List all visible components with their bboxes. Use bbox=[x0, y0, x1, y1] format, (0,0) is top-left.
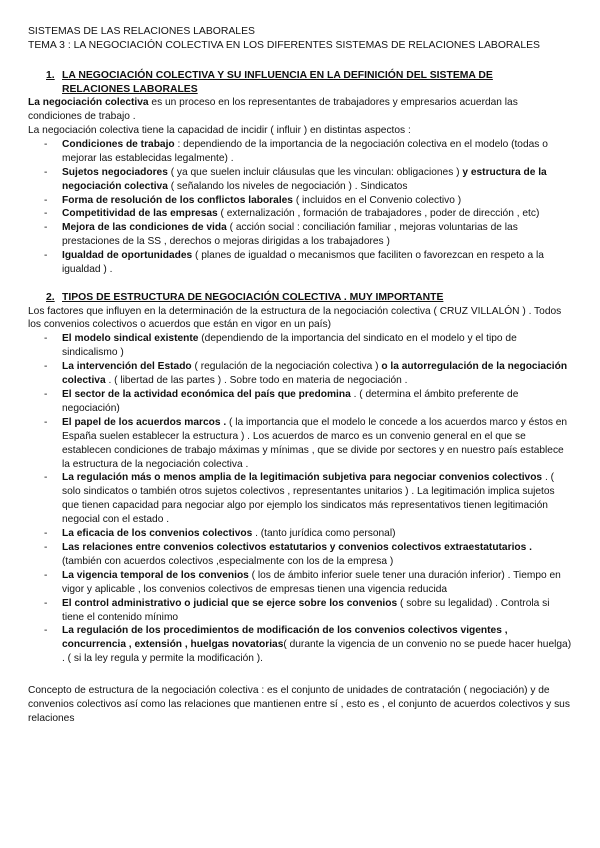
item-text: : dependiendo de la importancia de la negociación colectiva en el modelo (todas o mejorar las establecidas legalmente) . bbox=[62, 138, 548, 164]
section-2-list bbox=[28, 332, 572, 666]
item-text: ( durante la vigencia de un convenio no se puede hacer huelga) . ( si la ley regula y permite la modificación ). bbox=[62, 639, 572, 665]
item-term: Igualdad de oportunidades bbox=[62, 250, 193, 262]
section-2-heading bbox=[28, 291, 572, 305]
list-item bbox=[44, 360, 572, 388]
item-text-2: ( señalando los niveles de negociación ) . Sindicatos bbox=[167, 180, 408, 192]
item-text: ( ya que suelen incluir cláusulas que les vinculan: obligaciones ) bbox=[167, 166, 463, 178]
section-1-title: LA NEGOCIACIÓN COLECTIVA Y SU INFLUENCIA EN LA DEFINICIÓN DEL SISTEMA DE RELACIONES LABORALES bbox=[62, 70, 493, 95]
item-term: El modelo sindical existente bbox=[62, 333, 199, 345]
item-term: La regulación más o menos amplia de la legitimación subjetiva para negociar convenios colectivos bbox=[62, 472, 543, 484]
item-term-2: y estructura de la negociación colectiva bbox=[62, 166, 547, 192]
item-text: ( acción social : conciliación familiar , mejoras voluntarias de las prestaciones de la SS , derechos o mejoras dirigidas a los trabajadores ) bbox=[62, 222, 518, 248]
section-1-definition bbox=[28, 96, 572, 124]
item-text: ( planes de igualdad o mecanismos que faciliten o favorezcan en respeto a la igualdad ) . bbox=[62, 250, 544, 276]
closing-paragraph: Concepto de estructura de la negociación colectiva : es el conjunto de unidades de contratación ( negociación) y de convenios colectivos así como las relaciones que mantienen entre sí , esto es , el conjunto de acuerdos colectivos y sus relaciones bbox=[28, 685, 570, 724]
definition-text: es un proceso en los representantes de trabajadores y empresarios acuerdan las condiciones de trabajo . bbox=[28, 97, 518, 123]
item-term: Competitividad de las empresas bbox=[62, 208, 218, 220]
item-text: ( externalización , formación de trabajadores , poder de dirección , etc) bbox=[217, 208, 540, 220]
section-1-heading bbox=[28, 69, 572, 96]
item-text: . (tanto jurídica como personal) bbox=[252, 528, 396, 540]
section-2-number: 2. bbox=[46, 291, 55, 303]
item-text: ( incluidos en el Convenio colectivo ) bbox=[292, 194, 462, 206]
item-term: Las relaciones entre convenios colectivos estatutarios y convenios colectivos extraestatutarios . bbox=[62, 541, 532, 553]
list-item bbox=[44, 221, 572, 249]
list-item bbox=[44, 138, 572, 166]
list-item bbox=[44, 416, 572, 472]
item-text: (también con acuerdos colectivos ,especialmente con los de la empresa ) bbox=[62, 555, 394, 567]
topic-title: TEMA 3 : LA NEGOCIACIÓN COLECTIVA EN LOS DIFERENTES SISTEMAS DE RELACIONES LABORALES bbox=[28, 40, 540, 51]
section-2-intro: Los factores que influyen en la determinación de la estructura de la negociación colectiva ( CRUZ VILLALÓN ) . Todos los convenios colectivos o acuerdos que están en vigor en un país) bbox=[28, 305, 562, 331]
item-term: El papel de los acuerdos marcos . bbox=[62, 416, 227, 428]
item-term: Mejora de las condiciones de vida bbox=[62, 222, 227, 234]
item-term: El control administrativo o judicial que se ejerce sobre los convenios bbox=[62, 597, 398, 609]
list-item bbox=[44, 527, 572, 541]
item-text: ( sobre su legalidad) . Controla si tiene el contenido mínimo bbox=[62, 597, 550, 623]
list-item bbox=[44, 332, 572, 360]
section-2-title: TIPOS DE ESTRUCTURA DE NEGOCIACIÓN COLECTIVA . MUY IMPORTANTE bbox=[62, 291, 444, 303]
item-term: El sector de la actividad económica del país que predomina bbox=[62, 389, 351, 400]
item-text: ( la importancia que el modelo le concede a los acuerdos marco y éstos en España suelen establecer la estructura ) . Los acuerdos de marco es un convenio general en el que se establecen condiciones de trabajo máximas y mínimas , que se divide por sectores y en nuestro país establece la estructura de la negociación colectiva . bbox=[62, 416, 568, 470]
item-text: . ( solo sindicatos o también otros sujetos colectivos , representantes unitarios ) . La legitimación implica sujetos que tienen capacidad para negociar algo por ejemplo los sindicatos más representativos tienen legitimación negocial con el estado . bbox=[62, 472, 555, 526]
list-item bbox=[44, 541, 572, 569]
list-item bbox=[44, 597, 572, 625]
definition-term: La negociación colectiva bbox=[28, 97, 149, 109]
list-item bbox=[44, 471, 572, 527]
list-item bbox=[44, 249, 572, 277]
item-text: . ( determina el ámbito preferente de negociación) bbox=[62, 389, 519, 414]
item-text-2: . ( libertad de las partes ) . Sobre todo en materia de negociación . bbox=[105, 375, 408, 387]
section-1-list bbox=[28, 138, 572, 277]
item-text: ( los de ámbito inferior suele tener una duración inferior) . Tiempo en vigor y aplicable , los convenios colectivos de empresas tienen una vigencia reducida bbox=[62, 569, 561, 595]
item-text: (dependiendo de la importancia del sindicato en el modelo y el tipo de sindicalismo ) bbox=[62, 333, 517, 359]
list-item bbox=[44, 388, 572, 416]
item-term: La eficacia de los convenios colectivos bbox=[62, 528, 253, 540]
section-1-lead: La negociación colectiva tiene la capacidad de incidir ( influir ) en distintas aspectos : bbox=[28, 125, 411, 136]
course-title: SISTEMAS DE LAS RELACIONES LABORALES bbox=[28, 26, 255, 37]
item-term: La vigencia temporal de los convenios bbox=[62, 569, 249, 581]
item-term: Sujetos negociadores bbox=[62, 166, 168, 178]
list-item bbox=[44, 569, 572, 597]
item-term-2: o la autorregulación de la negociación colectiva bbox=[62, 361, 568, 387]
item-term: La intervención del Estado bbox=[62, 361, 192, 373]
list-item bbox=[44, 166, 572, 194]
item-term: La regulación de los procedimientos de modificación de los convenios colectivos vigentes , concurrencia , extensión , huelgas novatorias bbox=[62, 625, 508, 651]
list-item bbox=[44, 194, 572, 208]
item-text: ( regulación de la negociación colectiva ) bbox=[191, 361, 382, 373]
item-term: Condiciones de trabajo bbox=[62, 138, 175, 150]
list-item bbox=[44, 624, 572, 666]
section-1-number: 1. bbox=[46, 70, 55, 81]
item-term: Forma de resolución de los conflictos laborales bbox=[62, 194, 293, 206]
list-item bbox=[44, 207, 572, 221]
